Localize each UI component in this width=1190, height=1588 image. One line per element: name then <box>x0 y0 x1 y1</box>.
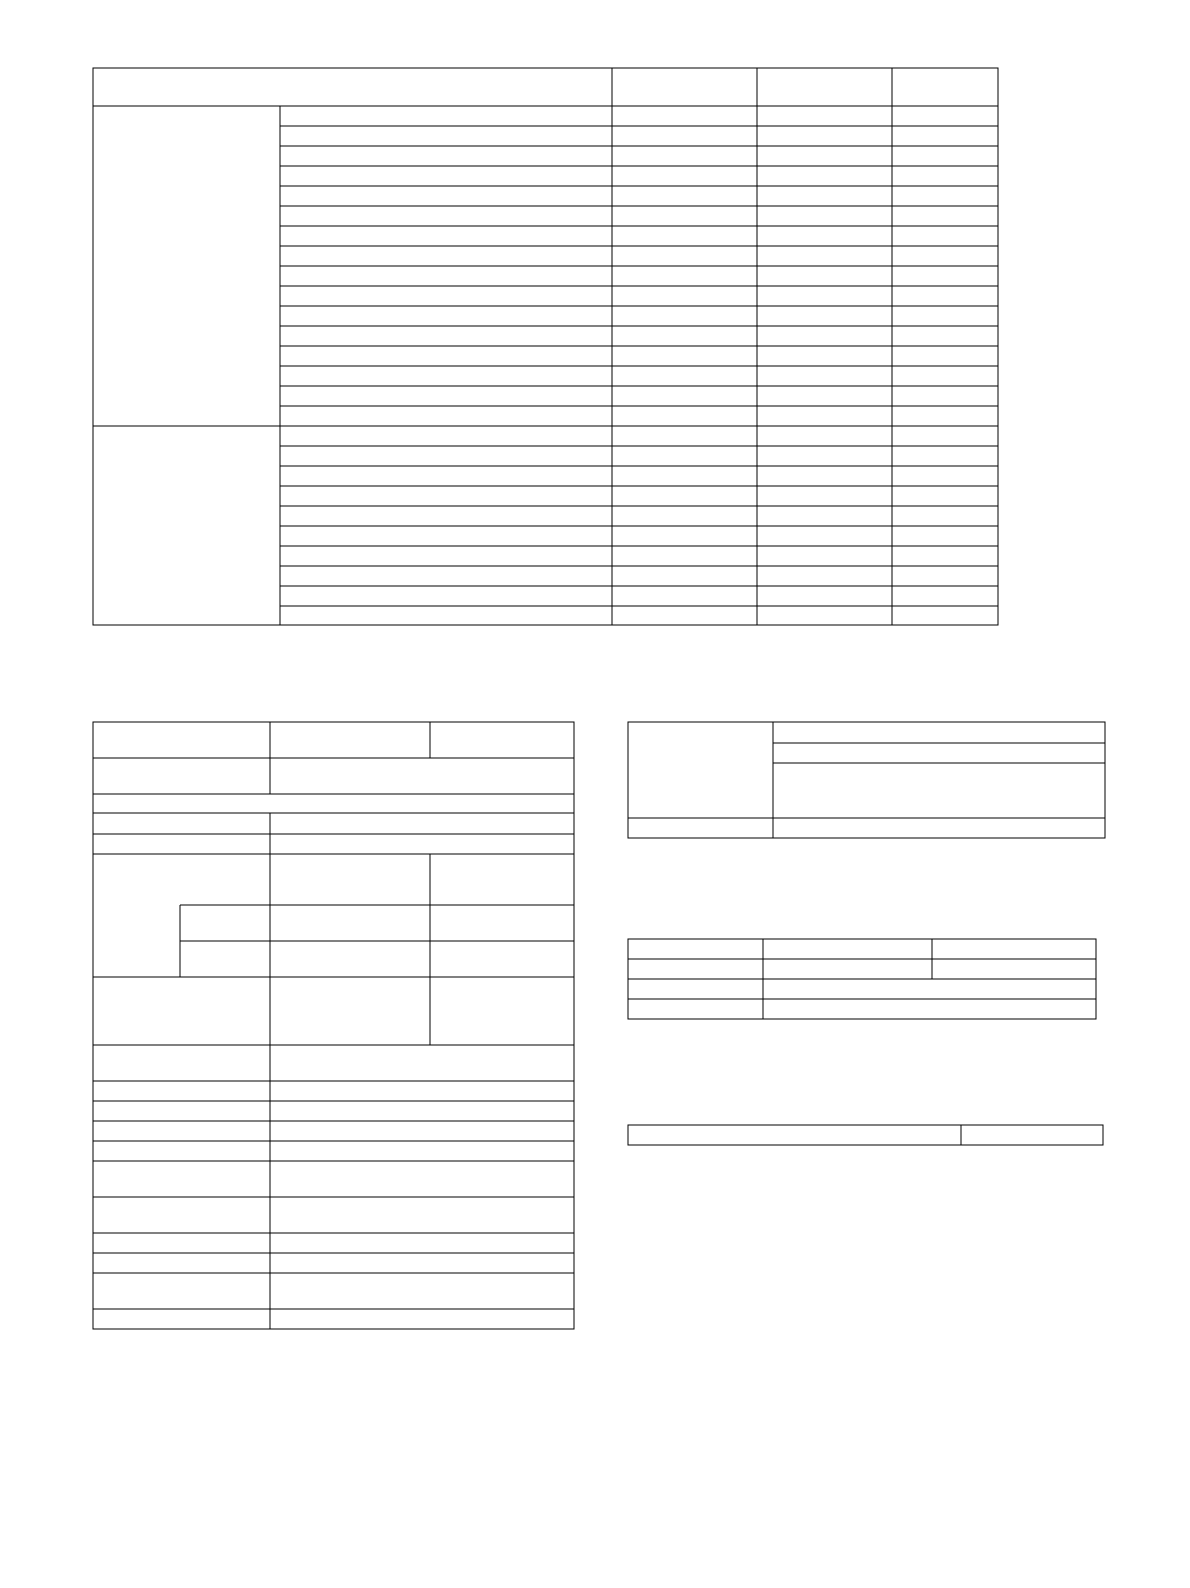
right-c-frame <box>628 1125 1103 1145</box>
